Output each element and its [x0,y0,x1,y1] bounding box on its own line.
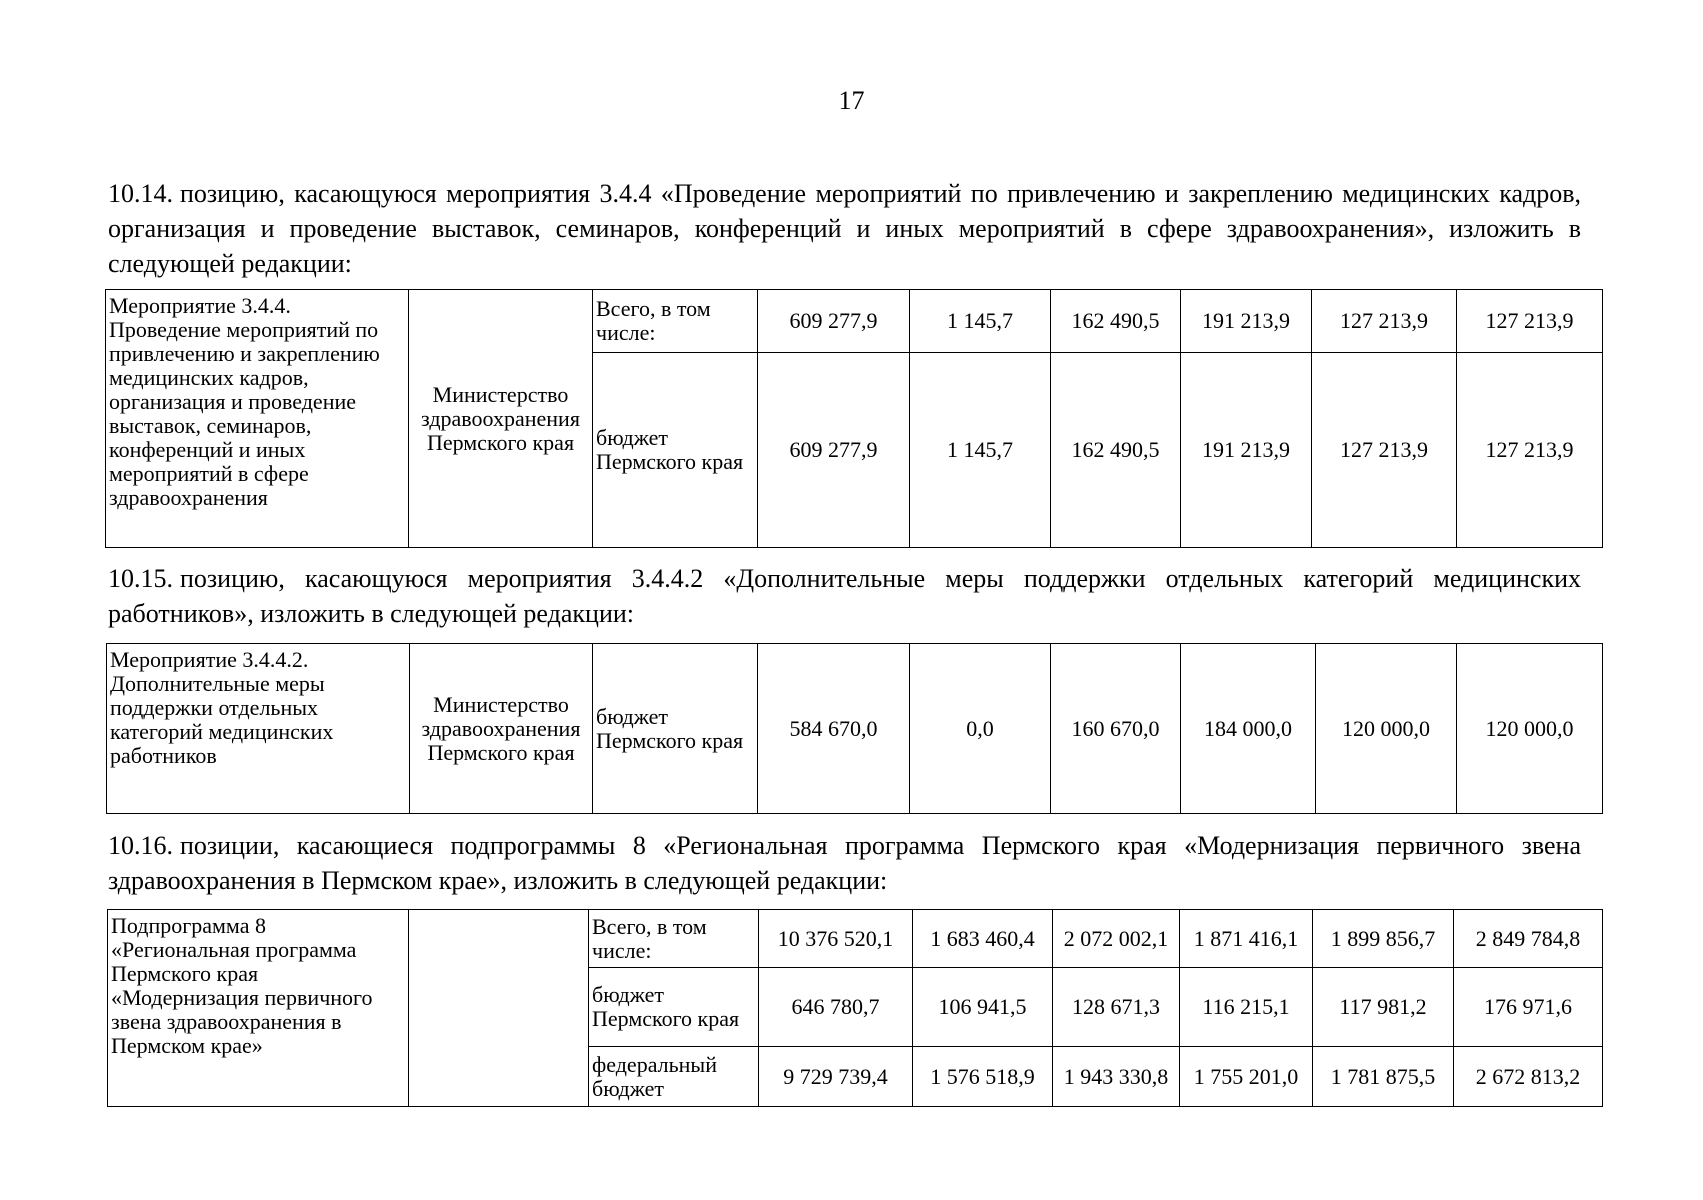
funding-source-cell: бюджет Пермского края [589,968,759,1047]
funding-source-cell: Всего, в том числе: [589,910,759,968]
subprogram-name-cell: Подпрограмма 8 «Региональная программа Пермского края «Модернизация первичного звена здравоохранения в Пермском крае» [108,910,409,1107]
value-cell: 1 871 416,1 [1180,910,1313,968]
funding-source-cell: бюджет Пермского края [593,353,758,548]
value-cell: 1 683 460,4 [913,910,1053,968]
page-number: 17 [838,86,865,115]
value-cell: 584 670,0 [758,644,910,814]
paragraph-10-14 [108,176,1581,281]
value-cell: 0,0 [910,644,1051,814]
value-cell: 1 145,7 [910,353,1051,548]
value-cell: 127 213,9 [1457,353,1603,548]
value-cell: 160 670,0 [1051,644,1181,814]
table-row [108,910,1603,968]
paragraph-text: позицию, касающуюся мероприятия 3.4.4.2 «Дополнительные меры поддержки отдельных категорий медицинских работников», изложить в следующей редакции: [108,564,1581,628]
value-cell: 117 981,2 [1313,968,1454,1047]
value-cell: 609 277,9 [758,290,910,353]
table-row [107,644,1603,814]
responsible-cell: Министерство здравоохранения Пермского края [410,644,593,814]
value-cell: 184 000,0 [1181,644,1316,814]
paragraph-text: позиции, касающиеся подпрограммы 8 «Региональная программа Пермского края «Модернизация первичного звена здравоохранения в Пермском крае», изложить в следующей редакции: [108,831,1581,895]
funding-source-cell: федеральный бюджет [589,1047,759,1107]
value-cell: 1 755 201,0 [1180,1047,1313,1107]
paragraph-text: позицию, касающуюся мероприятия 3.4.4 «Проведение мероприятий по привлечению и закреплению медицинских кадров, организация и проведение выставок, семинаров, конференций и иных мероприятий в сфере здравоохранения», изложить в следующей редакции: [108,179,1581,278]
value-cell: 2 072 002,1 [1053,910,1180,968]
value-cell: 191 213,9 [1181,290,1312,353]
value-cell: 120 000,0 [1316,644,1457,814]
value-cell: 127 213,9 [1457,290,1603,353]
paragraph-10-16 [108,828,1581,898]
value-cell: 1 145,7 [910,290,1051,353]
paragraph-number: 10.16. [108,831,173,860]
value-cell: 1 899 856,7 [1313,910,1454,968]
value-cell: 127 213,9 [1312,353,1457,548]
paragraph-number: 10.14. [108,179,173,208]
value-cell: 10 376 520,1 [759,910,913,968]
value-cell: 191 213,9 [1181,353,1312,548]
measure-name-cell: Мероприятие 3.4.4.2. Дополнительные меры поддержки отдельных категорий медицинских работников [107,644,410,814]
value-cell: 9 729 739,4 [759,1047,913,1107]
table-measure-3-4-4-2 [106,643,1603,814]
paragraph-number: 10.15. [108,564,173,593]
table-row [106,290,1603,353]
value-cell: 106 941,5 [913,968,1053,1047]
funding-source-cell: бюджет Пермского края [593,644,758,814]
value-cell: 2 849 784,8 [1454,910,1603,968]
responsible-cell: Министерство здравоохранения Пермского края [409,290,593,548]
value-cell: 120 000,0 [1457,644,1603,814]
value-cell: 646 780,7 [759,968,913,1047]
value-cell: 1 943 330,8 [1053,1047,1180,1107]
value-cell: 162 490,5 [1051,290,1181,353]
funding-source-cell: Всего, в том числе: [593,290,758,353]
value-cell: 128 671,3 [1053,968,1180,1047]
value-cell: 1 576 518,9 [913,1047,1053,1107]
measure-name-cell: Мероприятие 3.4.4. Проведение мероприятий по привлечению и закреплению медицинских кадров, организация и проведение выставок, семинаров, конференций и иных мероприятий в сфере здравоохранения [106,290,409,548]
value-cell: 2 672 813,2 [1454,1047,1603,1107]
responsible-cell [409,910,589,1107]
value-cell: 1 781 875,5 [1313,1047,1454,1107]
value-cell: 127 213,9 [1312,290,1457,353]
table-subprogram-8 [107,909,1603,1107]
value-cell: 609 277,9 [758,353,910,548]
value-cell: 162 490,5 [1051,353,1181,548]
paragraph-10-15 [108,561,1581,631]
table-measure-3-4-4 [105,289,1603,548]
value-cell: 116 215,1 [1180,968,1313,1047]
value-cell: 176 971,6 [1454,968,1603,1047]
